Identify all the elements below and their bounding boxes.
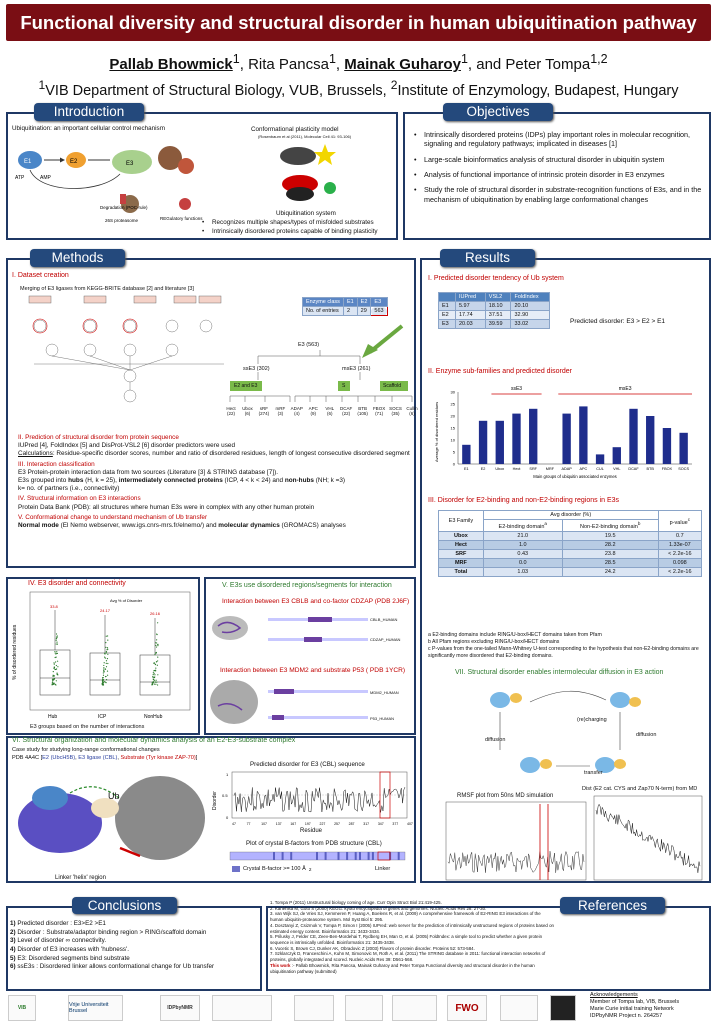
x-tick-label: CUL	[596, 467, 604, 471]
transfer-label: transfer	[584, 770, 603, 776]
svg-text:NonHub: NonHub	[144, 714, 163, 720]
svg-text:26S proteasome: 26S proteasome	[105, 218, 139, 223]
x-tick-label: BTB	[646, 467, 654, 471]
svg-text:AMP: AMP	[40, 175, 51, 181]
linker-label: Linker 'helix' region	[55, 875, 106, 881]
bar	[663, 428, 671, 464]
methods-s1-text: Merging of E3 ligases from KEGG-BRITE database [2] and literature [3]	[20, 286, 194, 292]
v-title: V. E3s use disordered regions/segments for interaction	[222, 582, 392, 589]
partner-logo-6	[550, 995, 576, 1021]
pred-x-tick: 47	[232, 822, 236, 826]
svg-text:Degradation (POC-rule): Degradation (POC-rule)	[100, 205, 148, 210]
methods-s5-title: V. Conformational change to understand mechanism of Ub transfer	[18, 513, 208, 521]
x-tick-label: APC	[579, 467, 588, 471]
svg-text:ATP: ATP	[15, 175, 25, 181]
x-tick-label: MRF	[545, 467, 555, 471]
svg-text:24.17: 24.17	[100, 608, 111, 613]
connectivity-xlabel: E3 groups based on the number of interactions	[30, 724, 145, 730]
bfactor-linker-label: Linker	[375, 866, 391, 872]
poster-title: Functional diversity and structural disorder in human ubiquitination pathway	[6, 4, 711, 41]
references-header: References	[560, 897, 665, 914]
svg-text:1: 1	[226, 772, 229, 777]
pred-x-tick: 377	[392, 822, 399, 826]
svg-text:E3: E3	[126, 161, 134, 167]
e2-e3-substrate-structure	[10, 768, 210, 868]
bfactor-title: Plot of crystal B-factors from PDB structure (CBL)	[246, 840, 382, 847]
vub-logo: Vrije Universiteit Brussel	[68, 995, 123, 1021]
objective-bullet: • Analysis of functional importance of intrinsic protein disorder in E3 enzymes	[414, 170, 704, 179]
tree-mse3: msE3 (261)	[342, 366, 371, 372]
x-tick-label: E1	[464, 467, 469, 471]
methods-header: Methods	[30, 249, 125, 267]
x-tick-label: FBOX	[661, 467, 673, 471]
objectives-bullets	[414, 130, 704, 210]
pred-x-tick: 107	[261, 822, 268, 826]
vi-line1: Case study for studying long-range conformational changes	[12, 747, 160, 753]
vib-logo: VIB	[8, 995, 36, 1021]
pred-x-tick: 257	[334, 822, 340, 826]
methods-s4-title: IV. Structural information on E3 interactions	[18, 495, 141, 503]
fwo-logo: FWO	[447, 995, 487, 1021]
vi-line2: PDB 4A4C [E2 (UbcH5B), E3 ligase (CBL), Substrate (Tyr kinase ZAP-70)]	[12, 755, 198, 761]
acknowledgements: Acknowledgements Member of Tompa lab, VIB, Brussels Marie Curie initial training Network IDPbyNMR Project n. 264257	[590, 992, 680, 1019]
disorder-tendency-table: IUPred VSL2 FoldIndex E1 5.97 18.10 20.10 E2 17.74 37.51 32.90 E3 20.03 39.59 33.02	[438, 292, 550, 329]
partner-logo-5	[500, 995, 538, 1021]
y-tick-label: 30	[450, 389, 455, 395]
methods-s1-title: I. Dataset creation	[12, 272, 69, 279]
bar	[596, 454, 604, 464]
results-s7-title: VII. Structural disorder enables intermolecular diffusion in E3 action	[455, 669, 664, 676]
pred-disorder-title: Predicted disorder for E3 (CBL) sequence	[250, 761, 365, 768]
x-tick-label: SOCS	[678, 467, 690, 471]
bar	[562, 414, 570, 464]
diffusion-label-2: diffusion	[636, 732, 657, 738]
svg-text:Avg % of Disorder: Avg % of Disorder	[110, 598, 143, 603]
x-tick-label: SRF	[529, 467, 538, 471]
bar	[462, 445, 470, 464]
x-tick-label: DCAF	[628, 467, 639, 471]
methods-s3-title: III. Interaction classification	[18, 460, 95, 468]
x-tick-label: ADAP	[561, 467, 572, 471]
affiliation: $^1$VIB Department of Structural Biology, VUB, Brussels, $^2$Institute of Enzymology, Budapest, Hungary	[38, 78, 679, 99]
v-sub2: Interaction between E3 MDM2 and substrate P53 ( PDB 1YCR)	[220, 667, 406, 674]
predicted-disorder-plot	[212, 770, 412, 832]
x-axis-label: Main groups of ubiquitin associated enzymes	[533, 474, 617, 479]
bar	[479, 421, 487, 464]
objectives-header: Objectives	[443, 103, 553, 121]
pred-x-tick: 77	[246, 822, 251, 826]
objective-bullet: • Intrinsically disordered proteins (IDPs) play important roles in molecular recognition, signaling and regulatory pathways; implicated in diseases [1]	[414, 130, 704, 149]
p53-label: P53_HUMAN	[370, 716, 395, 721]
cdzap-label: CDZAP_HUMAN	[370, 637, 401, 642]
bar	[529, 409, 537, 464]
tree-s: S	[342, 383, 346, 389]
y-tick-label: 15	[450, 425, 455, 431]
partner-logo	[212, 995, 272, 1021]
svg-text:REGulatory functions: REGulatory functions	[160, 216, 203, 221]
authors: Pallab Bhowmick$^1$, Rita Pancsa$^1$, Mainak Guharoy$^1$, and Peter Tompa$^{1,2}$	[109, 52, 608, 73]
pred-x-tick: 167	[290, 822, 297, 826]
intro-right-reference: (Rosenbaum et al (2011), Molecular Cell 41: 93-106)	[258, 134, 352, 139]
results-s2-title: II. Enzyme sub-families and predicted disorder	[428, 368, 572, 375]
bar	[679, 433, 687, 464]
results-header: Results	[440, 249, 535, 267]
conformational-plasticity-diagram	[270, 140, 360, 210]
bfactor-bar	[230, 850, 410, 862]
intro-right-caption: Conformational plasticity model	[251, 126, 339, 133]
bar	[512, 414, 520, 464]
pred-x-tick: 227	[319, 822, 326, 826]
recharging-label: (re)charging	[577, 717, 607, 723]
diffusion-label-1: diffusion	[485, 737, 506, 743]
author-4: and Peter Tompa	[476, 56, 591, 73]
conclusions-list: 1) Predicted disorder : E3>E2 >E1 2) Disorder : Substrate/adaptor binding region > RING/scaffold domain 3) Level of disorder ∞ connectivity. 4) Disorder of E3 increases with 'hubness'. 5) E3: Disordered segments bind substrate 6) ssE3s : Disordered linker allows conformational change for Ub transfer	[10, 920, 215, 971]
author-1: Pallab Bhowmick	[109, 56, 233, 73]
ub-label: Ub	[108, 791, 120, 801]
partner-logo-2	[294, 995, 334, 1021]
vi-title: VI. Structural organization and molecular dynamics analysis of an E2-E3-substrate complex	[12, 737, 296, 744]
rmsf-title: RMSF plot from 50ns MD simulation	[457, 793, 554, 799]
conclusions-header: Conclusions	[72, 897, 177, 914]
results-s3-title: III. Disorder for E2-binding and non-E2-binding regions in E3s	[428, 497, 620, 504]
mdm2-p53-structure	[208, 676, 414, 732]
connectivity-title: IV. E3 disorder and connectivity	[28, 580, 126, 587]
intro-bullet: • Recognizes multiple shapes/types of misfolded substrates	[202, 219, 402, 227]
y-tick-label: 5	[452, 449, 455, 455]
objective-bullet: • Study the role of structural disorder in substrate-recognition functions of E3s, and in the mechanism of ubiquitination by enabling large conformational changes	[414, 185, 704, 204]
pred-x-tick: 347	[377, 822, 384, 826]
svg-text:E2: E2	[70, 159, 78, 165]
group-label-sse3: ssE3	[510, 386, 523, 392]
svg-text:ICP: ICP	[98, 714, 107, 720]
objective-bullet: • Large-scale bioinformatics analysis of structural disorder in ubiquitin system	[414, 155, 704, 164]
distance-plot	[594, 796, 702, 881]
group-label-mse3: msE3	[618, 386, 632, 392]
intro-bullet: • Intrinsically disordered proteins capable of binding plasticity	[202, 228, 402, 236]
y-tick-label: 0	[452, 461, 455, 467]
svg-text:Hub: Hub	[48, 714, 58, 720]
svg-text:0.5: 0.5	[222, 793, 228, 798]
dataset-merging-diagram	[14, 296, 249, 406]
bar	[629, 409, 637, 464]
tree-leaves: Hect (22) Ubox (6) sRF (274) mRF (3) ADAP (4) APC (9) VHL (6) DCAF (22) BTB (105) FBOX (71) SOCS (35) Cullin (6)	[226, 406, 418, 416]
cblb-cdzap-structure	[208, 608, 414, 658]
y-tick-label: 20	[450, 413, 455, 419]
x-tick-label: E2	[480, 467, 486, 471]
dist-title: Dist (E2 cat. CYS and Zap70 N-term) from MD	[582, 786, 698, 792]
e2-binding-table: E3 Family Avg disorder (%) p-value$^c$ E2-binding domain$^a$ Non-E2-binding domain$^b$ Ubox 21.0 19.5 0.7 Hect 1.0 28.2 1.33e-07 SRF 0.43 23.8 < 2.2e-16 MRF 0.0 28.5 0.098 Total 1.03 24.2 < 2.2e-16	[438, 510, 702, 577]
bfactor-legend: Crystal B-factor >= 100 Å 2	[232, 866, 311, 872]
idpbynmr-logo: IDPbyNMR	[160, 995, 200, 1021]
bar	[579, 406, 587, 464]
enzyme-class-table: Enzyme class E1 E2 E3 No. of entries 2 29 563	[302, 297, 388, 316]
v-sub1: Interaction between E3 CBLB and co-factor CDZAP (PDB 2J6F)	[222, 598, 410, 605]
ubiquitination-system-label: Ubiquitination system	[276, 210, 336, 217]
connectivity-boxplot	[10, 590, 195, 725]
author-3: Mainak Guharoy	[344, 56, 461, 73]
bar	[496, 421, 504, 464]
pred-x-tick: 287	[348, 822, 355, 826]
svg-text:0: 0	[226, 815, 229, 820]
table-footnotes: a E2-binding domains include RING/U-box/HECT domains taken from Pfam b All Pfam regions excluding RING/U-box/HECT domains c P-values from the one-tailed Mann-Whitney U-test corresponding to the hypothesis that non-E2-binding domains are significantly more disordered that E2-binding domains.	[428, 632, 699, 660]
intro-bullets	[202, 219, 402, 237]
references-list: 1. Tompa P (2011) Unstructural biology coming of age. Curr Opin Struct Biol 21:419-425. 2. Kanehisa M, Goto S (2000) KEGG: kyoto encyclopedia of genes and genomes. Nucleic Acids Res 28: 27-30. 3. van Wijk SJ, de Vries SJ, Kemmeren P, Huang A, Boelens R, et al. (2009) A comprehensive framework of E2-RING E3 interactions of the human ubiquitin-proteasome system. Mol Syst Biol 5: 295. 4. Dosztanyi Z, Csizmok V, Tompa P, Simon I (2005) IUPred: web server for the prediction of intrinsically unstructured regions of proteins based on estimated energy content. Bioinformatics 21: 3433-3434. 5. Prilusky J, Felder CE, Zeev-Ben-Mordehai T, Rydberg EH, Man O, et al. (2005) FoldIndex: a simple tool to predict whether a given protein sequence is intrinsically unfolded. Bioinformatics 21: 3435-3438. 6. Vucetic S, Brown CJ, Dunker AK, Obradovic Z (2003) Flavors of protein disorder. Proteins 52: 573-584. 7. Szklarczyk D, Franceschini A, Kuhn M, Simonovic M, Roth A, et al. (2011) The STRING database in 2011: functional interaction networks of proteins, globally integrated and scored. Nucleic Acids Res 39: D561-568. This work :- Pallab Bhowmick, Rita Pancsa, Mainak Guharoy and Peter Tompa Functional diversity and structural disorder in the human ubiquitination pathway (submitted)	[270, 900, 554, 974]
pred-x-tick: 137	[275, 822, 282, 826]
tree-root: E3 (563)	[298, 342, 320, 348]
y-axis-label: Average % of disordered residues	[434, 401, 439, 462]
e1-label: E1	[24, 159, 32, 165]
introduction-header: Introduction	[34, 103, 144, 121]
pred-x-tick: 197	[304, 822, 311, 826]
x-tick-label: VHL	[613, 467, 621, 471]
ubiquitination-cycle-diagram	[10, 134, 235, 226]
pred-x-tick: 317	[363, 822, 370, 826]
tree-scaffold: Scaffold	[383, 383, 401, 389]
pred-disorder-xlabel: Residue	[300, 828, 323, 834]
disorder-order-note: Predicted disorder: E3 > E2 > E1	[570, 318, 666, 325]
author-2: Rita Pancsa	[248, 56, 329, 73]
y-tick-label: 25	[450, 401, 455, 407]
rmsf-plot	[446, 802, 586, 882]
intro-left-caption: Ubiquitination: an important cellular control mechanism	[12, 125, 165, 132]
partner-logo-3	[345, 995, 383, 1021]
methods-s2-title: II. Prediction of structural disorder from protein sequence	[18, 434, 179, 441]
bar	[646, 416, 654, 464]
partner-logo-4	[392, 995, 437, 1021]
svg-text:% of disordered residues: % of disordered residues	[12, 624, 18, 680]
svg-text:33.8: 33.8	[50, 604, 58, 609]
diffusion-cycle-diagram	[470, 680, 698, 792]
methods-text: II. Prediction of structural disorder from protein sequence IUPred [4], FoldIndex [5] and DisProt-VSL2 [6] disorder predictors were used Calculations: Residue-specific disorder scores, number and ratio of disordered residues, length of longest consecutive disordered segment III. Interaction classification E3 Protein-protein interaction data from two sources (Literature [3] & STRING database [7]). E3s grouped into hubs (H, k = 25), intermediately connected proteins (ICP, 4 < k < 24) and non-hubs (NH; k =3) k= no. of partners (i.e., connectivity) IV. Structural information on E3 interactions Protein Data Bank (PDB): all structures where human E3s were in complex with any other human protein V. Conformational change to understand mechanism of Ub transfer Normal mode (El Nemo webserver, www.igs.cnrs-mrs.fr/elnemo/) and molecular dynamics (GROMACS) analyses	[18, 434, 410, 529]
tree-e2e3: E2 and E3	[234, 383, 258, 389]
cblb-label: CBLB_HUMAN	[370, 617, 398, 622]
tree-sse3: ssE3 (302)	[243, 366, 270, 372]
x-tick-label: Ubox	[495, 467, 505, 471]
x-tick-label: Hect	[512, 467, 521, 471]
svg-text:26.16: 26.16	[150, 611, 161, 616]
pred-x-tick: 407	[407, 822, 413, 826]
svg-text:Disorder: Disorder	[212, 791, 218, 810]
enzyme-disorder-bar-chart	[432, 380, 702, 490]
bar	[613, 447, 621, 464]
results-s1-title: I. Predicted disorder tendency of Ub system	[428, 275, 564, 282]
mdm2-label: MDM2_HUMAN	[370, 690, 399, 695]
y-tick-label: 10	[450, 437, 455, 443]
